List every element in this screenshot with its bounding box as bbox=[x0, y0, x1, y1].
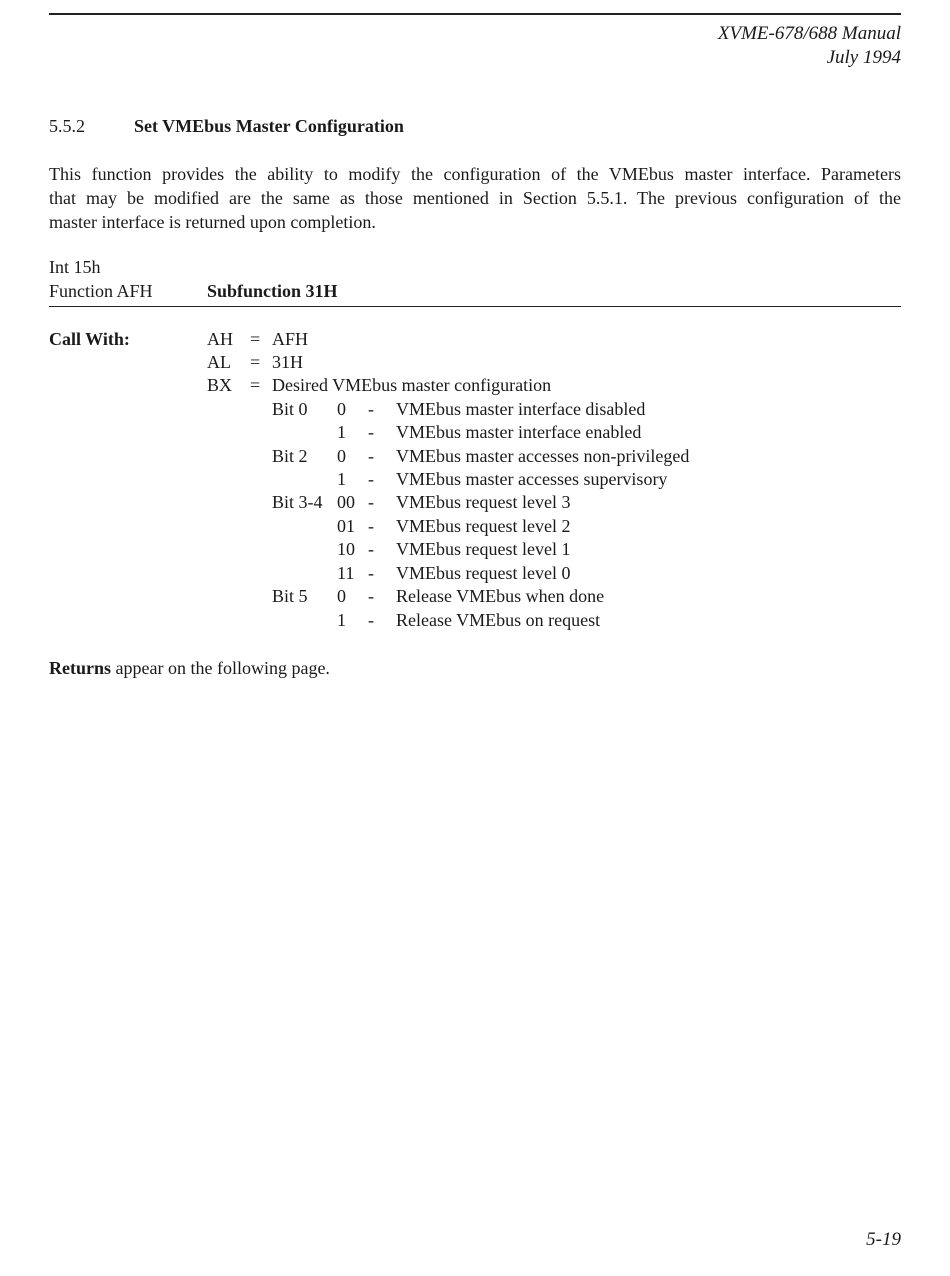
subfunction-label: Subfunction 31H bbox=[207, 281, 338, 301]
register-value: Desired VMEbus master configuration bbox=[272, 375, 552, 395]
bit-dash: - bbox=[368, 586, 374, 606]
bit-value: 1 bbox=[337, 422, 346, 442]
equals-sign: = bbox=[250, 375, 261, 395]
register-name: AL bbox=[207, 352, 231, 372]
bit-dash: - bbox=[368, 469, 374, 489]
bit-description: VMEbus master interface enabled bbox=[396, 422, 642, 442]
bit-dash: - bbox=[368, 516, 374, 536]
bit-value: 1 bbox=[337, 469, 346, 489]
bit-description: VMEbus master interface disabled bbox=[396, 399, 646, 419]
subfunction-rule bbox=[49, 306, 901, 307]
register-name: AH bbox=[207, 329, 233, 349]
intro-line: that may be modified are the same as those mentioned in Section 5.5.1. The previous configuration of the bbox=[49, 188, 901, 208]
register-value: AFH bbox=[272, 329, 309, 349]
bit-value: 10 bbox=[337, 539, 355, 559]
bit-value: 01 bbox=[337, 516, 355, 536]
header-rule bbox=[49, 13, 901, 15]
register-value: 31H bbox=[272, 352, 303, 372]
returns-text: appear on the following page. bbox=[111, 658, 330, 678]
bit-dash: - bbox=[368, 446, 374, 466]
bit-description: VMEbus request level 0 bbox=[396, 563, 571, 583]
bit-description: VMEbus master accesses supervisory bbox=[396, 469, 668, 489]
intro-line: master interface is returned upon completion. bbox=[49, 212, 376, 232]
bit-description: VMEbus request level 3 bbox=[396, 492, 571, 512]
register-name: BX bbox=[207, 375, 233, 395]
intro-paragraph bbox=[49, 162, 901, 234]
bit-dash: - bbox=[368, 422, 374, 442]
returns-keyword: Returns bbox=[49, 658, 111, 678]
section-number: 5.5.2 bbox=[49, 116, 85, 136]
bit-dash: - bbox=[368, 539, 374, 559]
interrupt-label: Int 15h bbox=[49, 257, 101, 277]
bit-name: Bit 5 bbox=[272, 586, 308, 606]
intro-line: This function provides the ability to modify the configuration of the VMEbus master interface. Parameters bbox=[49, 164, 901, 184]
section-title: Set VMEbus Master Configuration bbox=[134, 116, 404, 136]
bit-description: Release VMEbus on request bbox=[396, 610, 601, 630]
bit-dash: - bbox=[368, 399, 374, 419]
bit-name: Bit 2 bbox=[272, 446, 308, 466]
bit-description: VMEbus request level 2 bbox=[396, 516, 571, 536]
bit-description: Release VMEbus when done bbox=[396, 586, 605, 606]
bit-value: 1 bbox=[337, 610, 346, 630]
manual-title: XVME-678/688 Manual bbox=[717, 23, 901, 44]
returns-note bbox=[49, 658, 330, 679]
bit-dash: - bbox=[368, 563, 374, 583]
manual-date: July 1994 bbox=[826, 47, 901, 68]
bit-value: 0 bbox=[337, 399, 346, 419]
bit-dash: - bbox=[368, 610, 374, 630]
bit-value: 0 bbox=[337, 586, 346, 606]
call-with-label: Call With: bbox=[49, 329, 130, 349]
equals-sign: = bbox=[250, 329, 261, 349]
bit-name: Bit 0 bbox=[272, 399, 308, 419]
page-number: 5-19 bbox=[866, 1229, 901, 1250]
bit-value: 0 bbox=[337, 446, 346, 466]
bit-dash: - bbox=[368, 492, 374, 512]
bit-description: VMEbus request level 1 bbox=[396, 539, 571, 559]
bit-name: Bit 3-4 bbox=[272, 492, 323, 512]
bit-description: VMEbus master accesses non-privileged bbox=[396, 446, 690, 466]
equals-sign: = bbox=[250, 352, 261, 372]
bit-value: 00 bbox=[337, 492, 355, 512]
function-label: Function AFH bbox=[49, 281, 153, 301]
bit-value: 11 bbox=[337, 563, 355, 583]
